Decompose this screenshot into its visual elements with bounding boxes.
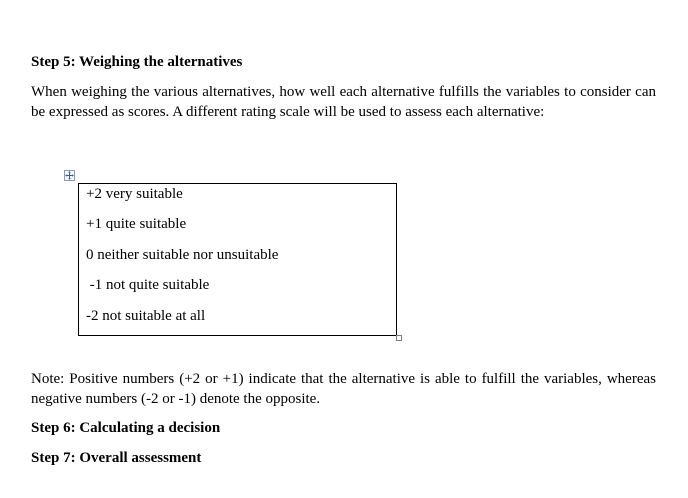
step5-heading: Step 5: Weighing the alternatives [31, 54, 243, 70]
rating-scale-row: 0 neither suitable nor unsuitable [86, 247, 279, 263]
rating-scale-row: +2 very suitable [86, 186, 183, 202]
rating-scale-row: -2 not suitable at all [86, 308, 206, 324]
note-paragraph: Note: Positive numbers (+2 or +1) indicate that the alternative is able to fulfill the variables, whereas negative numbers (-2 or -1) denote the opposite. [31, 371, 656, 407]
step6-heading: Step 6: Calculating a decision [31, 420, 221, 436]
rating-scale-row: -1 not quite suitable [86, 277, 210, 293]
rating-scale-row: +1 quite suitable [86, 216, 187, 232]
rating-scale-table [78, 183, 397, 336]
resize-square-icon[interactable] [396, 335, 402, 341]
step5-paragraph: When weighing the various alternatives, how well each alternative fulfills the variables to consider can be expressed as scores. A different rating scale will be used to assess each alternative: [31, 84, 656, 120]
step7-heading: Step 7: Overall assessment [31, 450, 202, 466]
move-arrows-icon[interactable] [64, 170, 75, 181]
